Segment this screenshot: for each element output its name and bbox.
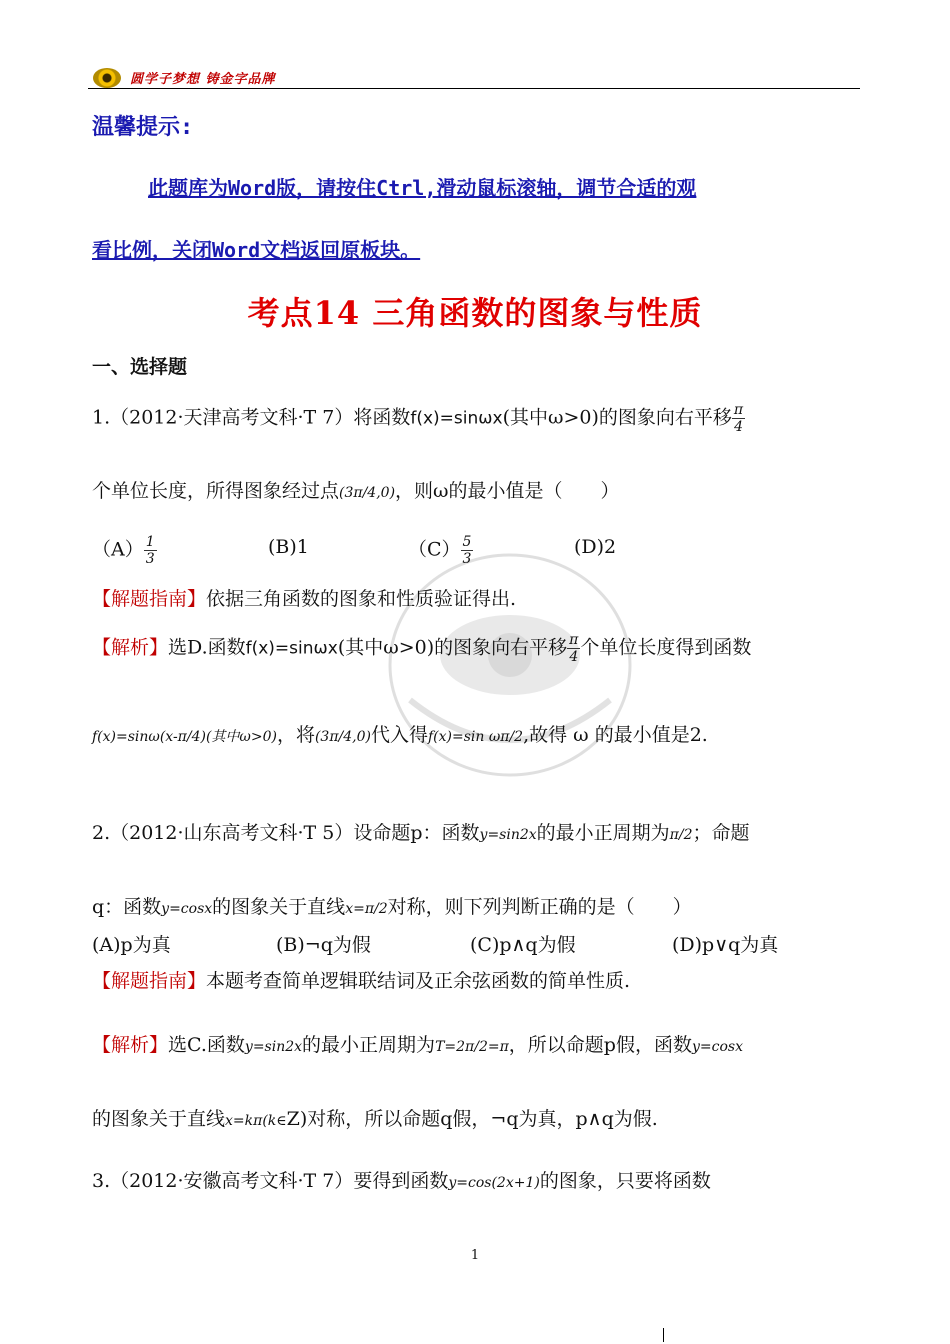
q2-line: x=π/2 <box>345 901 388 917</box>
q1-func: f(x)=sinωx <box>410 408 503 429</box>
q1-guide <box>92 584 516 611</box>
q2-stem-line2: q：函数y=cosx的图象关于直线x=π/2对称，则下列判断正确的是（ ） <box>92 896 692 918</box>
q1-solution-tag: 【解析】 <box>92 636 169 659</box>
q1-solution-line1: 【解析】选D.函数f(x)=sinωx(其中ω>0)的图象向右平移 $\frac{\pi}{4}$ 个单位长度得到函数 <box>92 632 752 665</box>
q2-option-b: (B)¬q为假 <box>276 934 371 956</box>
q1-option-c-fraction: $\frac{5}{3}$ <box>462 534 472 567</box>
q1-solution-line2: f(x)=sinω(x-π/4)(其中ω>0)，将(3π/4,0)代入得f(x)=sin ωπ/2,故得 ω 的最小值是2. <box>92 724 708 746</box>
q1-option-a-label: （A） <box>92 538 144 561</box>
tip-line-1[interactable]: 此题库为Word版，请按住Ctrl,滑动鼠标滚轴，调节合适的观 <box>148 176 697 200</box>
q1-options <box>92 534 157 567</box>
header-slogan: 圆学子梦想 铸金字品牌 <box>130 72 276 87</box>
header-rule <box>88 88 860 89</box>
q2-solution-line1: 【解析】选C.函数y=sin2x的最小正周期为T=2π/2=π，所以命题p假，函数y=cosx <box>92 1034 743 1056</box>
q1-sol-func3: f(x)=sin ωπ/2 <box>427 729 524 745</box>
page-number: 1 <box>470 1248 480 1263</box>
q1-option-b: (B)1 <box>268 536 309 558</box>
q2-sol-period: T=2π/2=π <box>435 1039 509 1055</box>
q1-option-a-fraction: $\frac{1}{3}$ <box>145 534 155 567</box>
tip-title: 温馨提示: <box>92 115 194 140</box>
q2-func2: y=cosx <box>161 901 213 917</box>
q1-stem-line1 <box>92 402 745 435</box>
q1-stem-b: (其中ω>0)的图象向右平移 <box>502 406 732 429</box>
section-title: 一、选择题 <box>92 356 188 378</box>
text-cursor <box>663 1328 664 1342</box>
q1-option-c: （C） $\frac{5}{3}$ <box>408 534 472 567</box>
watermark-seal <box>350 540 670 790</box>
q1-sol-func2: f(x)=sinω(x-π/4)(其中ω>0) <box>92 729 277 745</box>
document-title: 考点14 三角函数的图象与性质 <box>247 294 703 332</box>
q2-option-a: (A)p为真 <box>92 934 171 956</box>
q1-point: (3π/4,0) <box>339 485 396 501</box>
q2-period: π/2 <box>669 827 693 843</box>
q2-guide: 【解题指南】本题考查简单逻辑联结词及正余弦函数的简单性质. <box>92 970 631 992</box>
q2-option-d: (D)p∨q为真 <box>672 934 779 956</box>
tip-line-2[interactable]: 看比例，关闭Word文档返回原板块。 <box>92 238 421 262</box>
q2-option-c: (C)p∧q为假 <box>470 934 576 956</box>
q1-stem-a: 1.（2012·天津高考文科·T 7）将函数 <box>92 406 411 429</box>
q1-stem-line2 <box>92 476 620 503</box>
q1-shift-fraction: $\frac{\pi}{4}$ <box>733 402 744 435</box>
q3-func: y=cos(2x+1) <box>448 1175 540 1191</box>
q2-stem-line1: 2.（2012·山东高考文科·T 5）设命题p：函数y=sin2x的最小正周期为π/2；命题 <box>92 822 750 844</box>
q2-func1: y=sin2x <box>479 827 537 843</box>
q1-sol-fraction: $\frac{\pi}{4}$ <box>569 632 579 665</box>
q1-stem-d: ，则ω的最小值是（ ） <box>395 480 620 502</box>
q2-solution-line2: 的图象关于直线x=kπ(k∈Z)对称，所以命题q假，¬q为真，p∧q为假. <box>92 1108 658 1130</box>
q1-stem-c: 个单位长度，所得图象经过点 <box>92 480 340 502</box>
q1-option-d: (D)2 <box>574 536 617 558</box>
q3-stem-line1: 3.（2012·安徽高考文科·T 7）要得到函数y=cos(2x+1)的图象，只要将函数 <box>92 1170 711 1192</box>
q1-guide-tag: 【解题指南】 <box>92 588 207 610</box>
q1-guide-text: 依据三角函数的图象和性质验证得出. <box>206 588 517 610</box>
logo-icon <box>93 68 121 88</box>
